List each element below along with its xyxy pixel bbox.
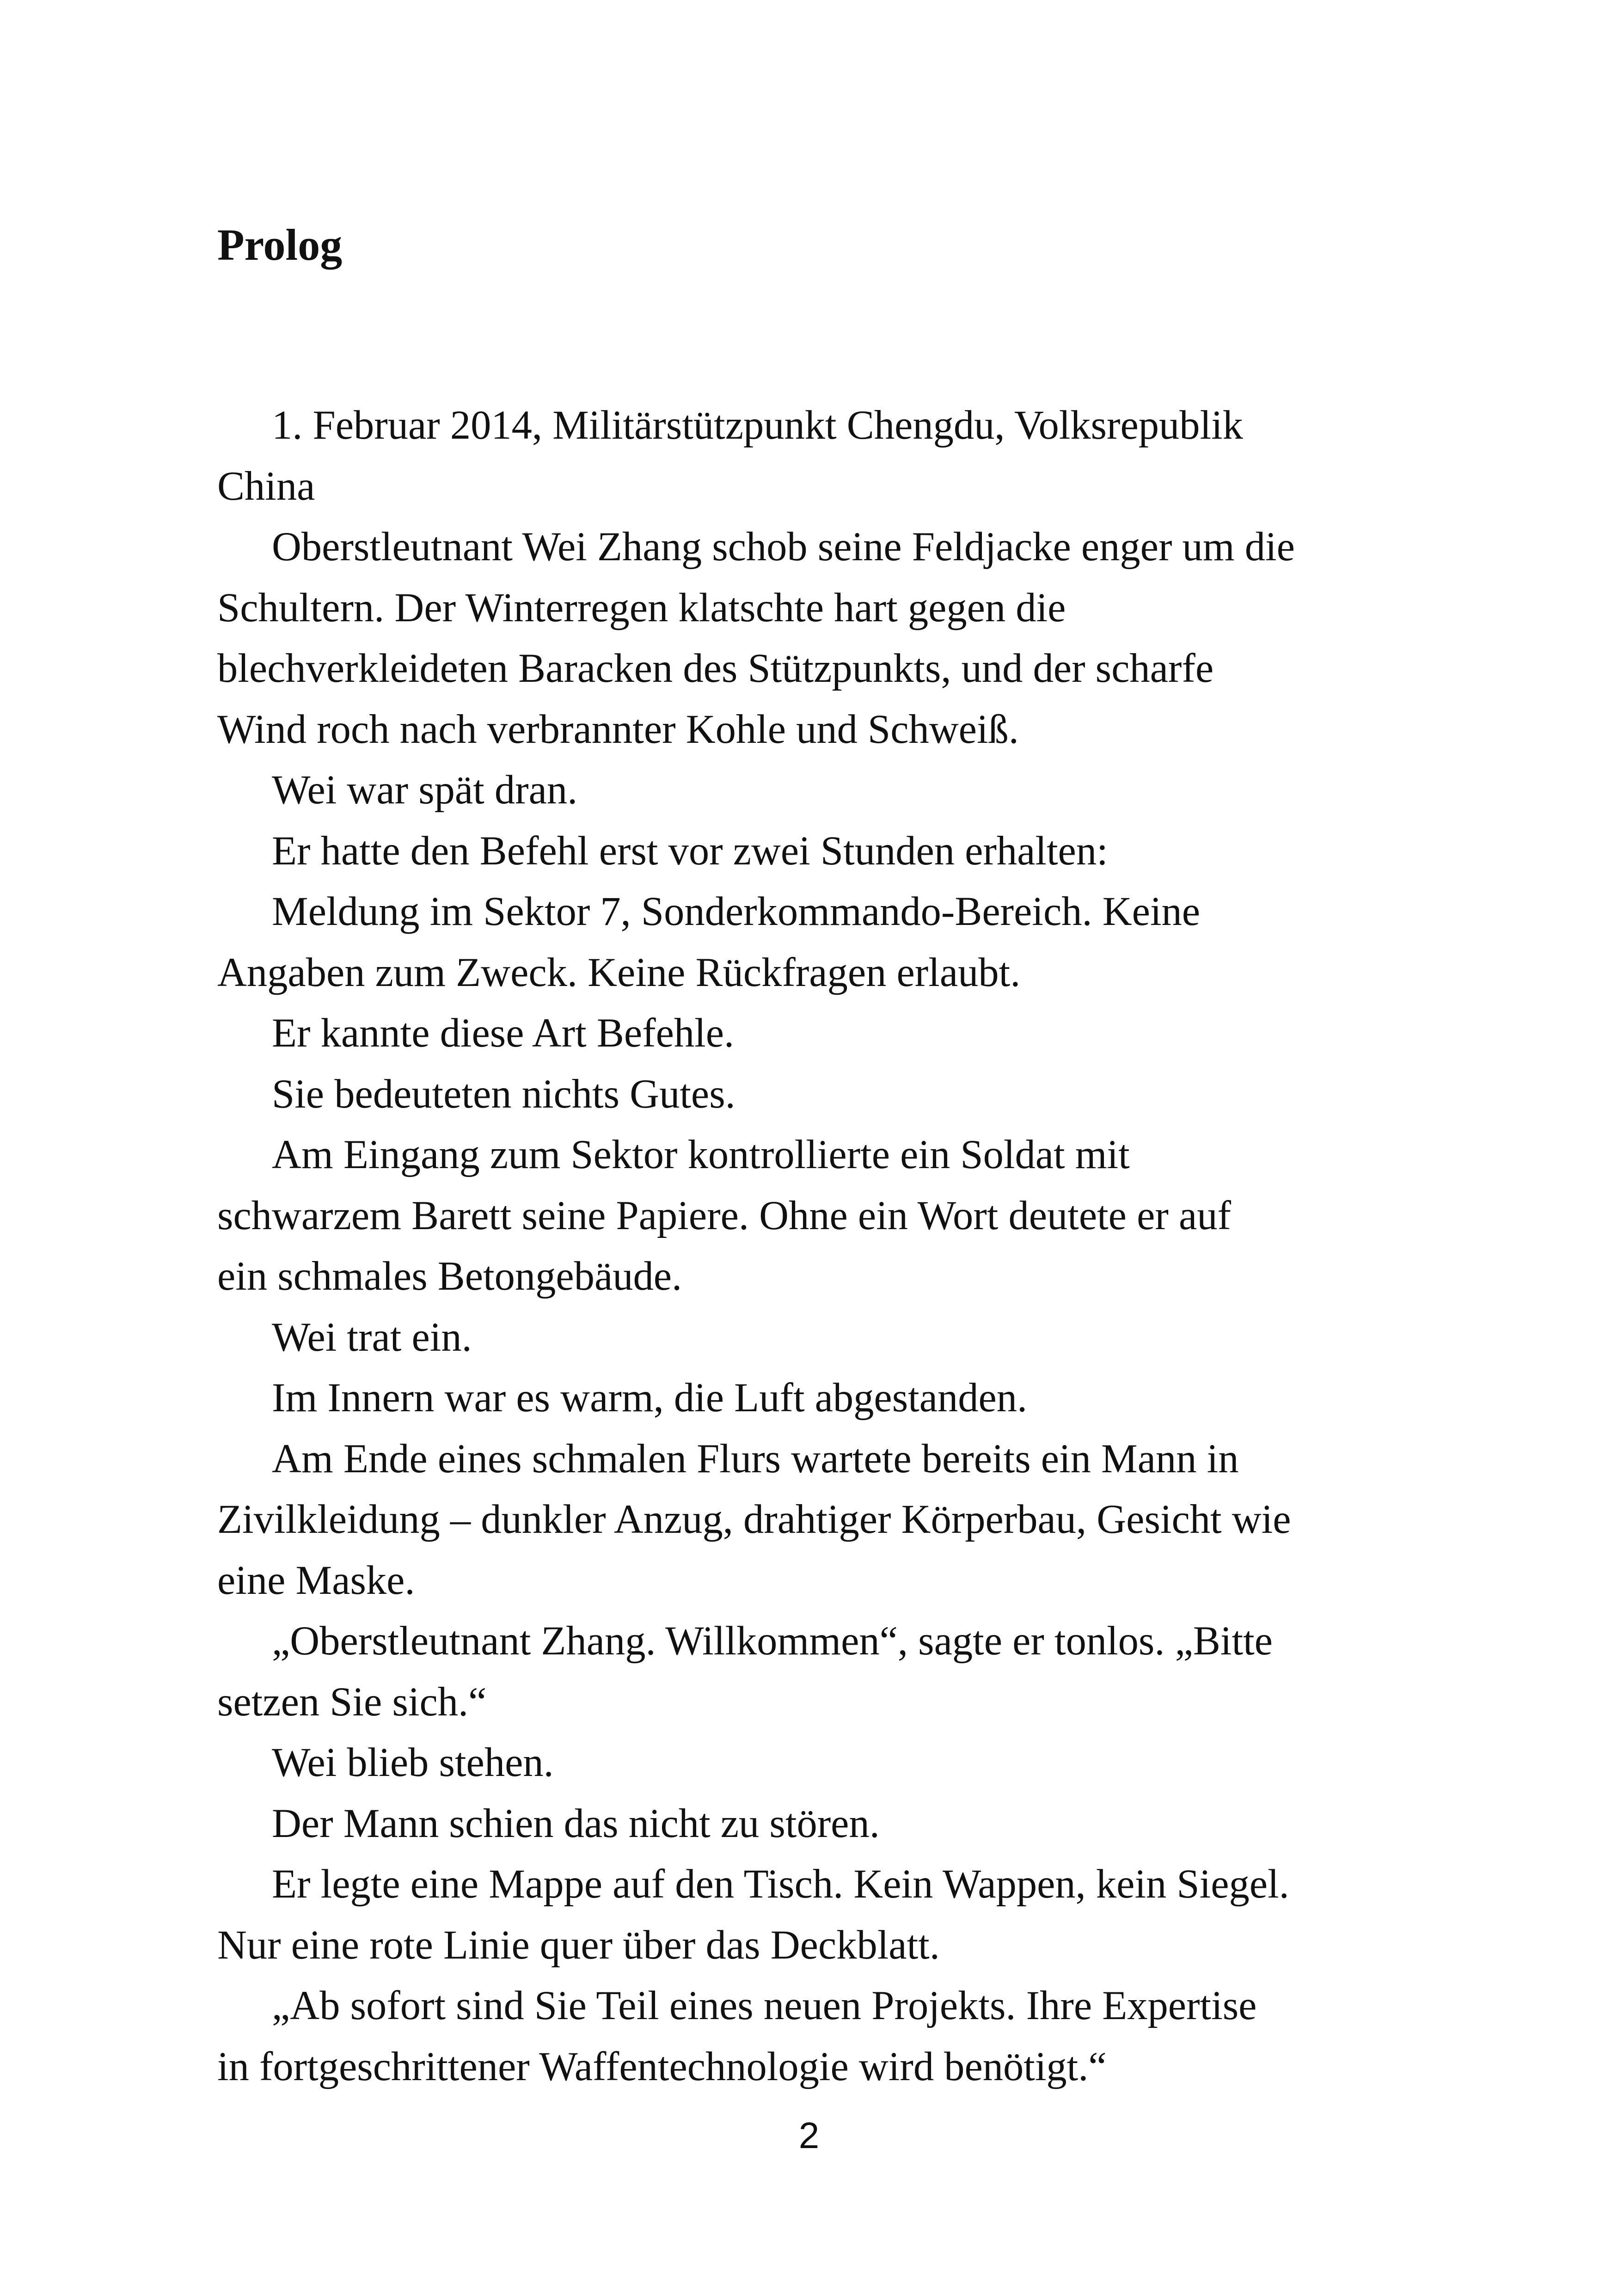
- paragraph: [217, 395, 1428, 517]
- text-line: Im Innern war es warm, die Luft abgestanden.: [272, 1375, 1028, 1420]
- text-line: setzen Sie sich.“: [217, 1679, 487, 1725]
- text-line: eine Maske.: [217, 1557, 415, 1603]
- text-line: schwarzem Barett seine Papiere. Ohne ein Wort deutete er auf: [217, 1193, 1231, 1238]
- text-line: Wei war spät dran.: [272, 767, 578, 813]
- paragraph: [217, 882, 1428, 1003]
- paragraph: [217, 1125, 1428, 1307]
- text-line: 1. Februar 2014, Militärstützpunkt Chengdu, Volksrepublik: [272, 403, 1243, 448]
- text-line: Zivilkleidung – dunkler Anzug, drahtiger Körperbau, Gesicht wie: [217, 1497, 1291, 1542]
- text-line: Am Ende eines schmalen Flurs wartete bereits ein Mann in: [272, 1436, 1239, 1482]
- paragraph: [217, 1976, 1428, 2097]
- text-line: blechverkleideten Baracken des Stützpunkts, und der scharfe: [217, 646, 1214, 691]
- text-line: in fortgeschrittener Waffentechnologie wird benötigt.“: [217, 2044, 1107, 2089]
- paragraph: [217, 1611, 1428, 1733]
- paragraph: [217, 1854, 1428, 1976]
- text-line: „Ab sofort sind Sie Teil eines neuen Projekts. Ihre Expertise: [272, 1983, 1257, 2028]
- text-line: Er kannte diese Art Befehle.: [272, 1010, 735, 1056]
- text-line: China: [217, 463, 315, 509]
- text-line: Sie bedeuteten nichts Gutes.: [272, 1071, 735, 1117]
- body-text: [217, 395, 1428, 2097]
- text-line: Er legte eine Mappe auf den Tisch. Kein Wappen, kein Siegel.: [272, 1861, 1289, 1907]
- text-line: „Oberstleutnant Zhang. Willkommen“, sagte er tonlos. „Bitte: [272, 1618, 1273, 1664]
- text-line: Wind roch nach verbrannter Kohle und Schweiß.: [217, 706, 1019, 752]
- text-line: Er hatte den Befehl erst vor zwei Stunden erhalten:: [272, 828, 1108, 874]
- paragraph: [217, 1307, 1428, 1368]
- paragraph: [217, 1003, 1428, 1064]
- text-line: Wei trat ein.: [272, 1314, 472, 1360]
- text-line: Nur eine rote Linie quer über das Deckblatt.: [217, 1922, 940, 1968]
- paragraph: [217, 517, 1428, 760]
- text-line: Angaben zum Zweck. Keine Rückfragen erlaubt.: [217, 949, 1021, 995]
- text-line: Schultern. Der Winterregen klatschte hart gegen die: [217, 585, 1066, 631]
- text-line: Am Eingang zum Sektor kontrollierte ein Soldat mit: [272, 1132, 1130, 1177]
- text-line: Wei blieb stehen.: [272, 1740, 554, 1785]
- paragraph: [217, 1429, 1428, 1611]
- chapter-title: Prolog: [217, 220, 343, 269]
- paragraph: [217, 1368, 1428, 1429]
- paragraph: [217, 1064, 1428, 1125]
- paragraph: [217, 760, 1428, 821]
- text-line: Der Mann schien das nicht zu stören.: [272, 1800, 880, 1846]
- paragraph: [217, 821, 1428, 882]
- page-number: 2: [798, 2115, 820, 2156]
- text-line: Meldung im Sektor 7, Sonderkommando-Bereich. Keine: [272, 889, 1201, 934]
- paragraph: [217, 1794, 1428, 1855]
- text-line: Oberstleutnant Wei Zhang schob seine Feldjacke enger um die: [272, 524, 1295, 569]
- paragraph: [217, 1733, 1428, 1794]
- text-line: ein schmales Betongebäude.: [217, 1254, 682, 1299]
